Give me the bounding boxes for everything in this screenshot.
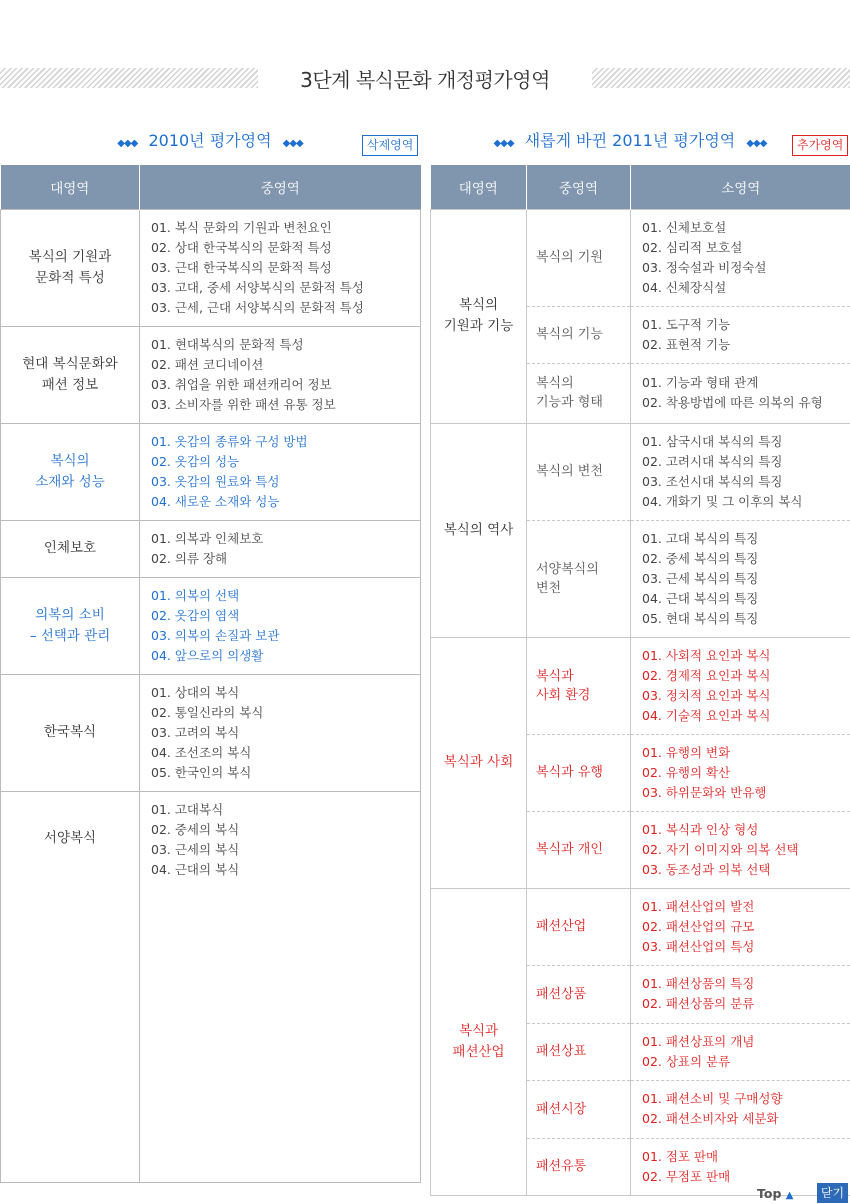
- list-item: 02. 중세의 복식: [151, 821, 240, 837]
- column-header: 소영역: [631, 165, 850, 209]
- list-item: 02. 상표의 분류: [642, 1053, 731, 1069]
- list-item: 01. 고대복식: [151, 801, 224, 817]
- list-item: 02. 패션 코디네이션: [151, 356, 264, 372]
- table-row: [1, 209, 421, 326]
- table-2011: [430, 165, 850, 1196]
- list-item: 02. 자기 이미지와 의복 선택: [642, 841, 799, 857]
- middle-area-cell: 패션시장: [527, 1080, 631, 1138]
- column-header: 대영역: [1, 165, 140, 209]
- list-item: 01. 패션산업의 발전: [642, 898, 755, 914]
- list-item: 04. 앞으로의 의생활: [151, 647, 264, 663]
- list-item: 03. 동조성과 의복 선택: [642, 861, 771, 877]
- diamond-icon: ◆◆◆: [746, 138, 767, 149]
- table-row: [431, 423, 850, 520]
- list-item: 02. 패션소비자와 세분화: [642, 1111, 779, 1126]
- page-title: 3단계 복식문화 개정평가영역: [300, 68, 550, 92]
- list-item: 03. 정치적 요인과 복식: [642, 687, 771, 703]
- list-item: 03. 정숙설과 비정숙설: [642, 259, 767, 275]
- list-item: 05. 한국인의 복식: [151, 764, 252, 780]
- list-item: 02. 유행의 확산: [642, 764, 731, 780]
- list-item: 03. 근세 복식의 특징: [642, 570, 759, 586]
- diamond-icon: ◆◆◆: [282, 138, 303, 149]
- list-item: 01. 의복의 선택: [151, 587, 240, 603]
- sub-area-list: [631, 363, 850, 423]
- list-item: 01. 도구적 기능: [642, 316, 731, 332]
- sub-area-list: [631, 734, 850, 811]
- list-item: 03. 근세의 복식: [151, 841, 240, 857]
- list-item: 02. 무점포 판매: [642, 1168, 731, 1184]
- middle-area-list: [140, 520, 421, 577]
- table-header-row: [431, 165, 850, 209]
- sub-area-list: [631, 637, 850, 734]
- list-item: 03. 근대 한국복식의 문화적 특성: [151, 259, 332, 275]
- table-row: [1, 674, 421, 791]
- table-row: [431, 209, 850, 306]
- middle-area-cell: 복식의 기능과 형태: [527, 363, 631, 423]
- up-arrow-icon: ▲: [785, 1190, 794, 1201]
- list-item: 01. 패션상표의 개념: [642, 1033, 755, 1049]
- list-item: 03. 패션산업의 특성: [642, 938, 755, 954]
- major-area-cell: 복식과 패션산업: [431, 888, 527, 1195]
- list-item: 01. 사회적 요인과 복식: [642, 647, 771, 663]
- list-item: 01. 복식과 인상 형성: [642, 821, 759, 837]
- major-area-cell: 복식과 사회: [431, 637, 527, 888]
- table-2010: [0, 165, 421, 1183]
- sub-area-list: [631, 209, 850, 306]
- list-item: 03. 의복의 손질과 보관: [151, 627, 280, 643]
- added-area-badge: 추가영역: [792, 135, 848, 156]
- list-item: 01. 패션소비 및 구매성향: [642, 1091, 783, 1106]
- sub-area-list: [631, 811, 850, 888]
- major-area-cell: 서양복식: [1, 791, 140, 1182]
- middle-area-cell: 복식의 기능: [527, 306, 631, 363]
- middle-area-list: [140, 209, 421, 326]
- middle-area-list: [140, 577, 421, 674]
- middle-area-cell: 복식과 사회 환경: [527, 637, 631, 734]
- sub-area-list: [631, 306, 850, 363]
- middle-area-cell: 서양복식의 변천: [527, 520, 631, 637]
- major-area-cell: 복식의 기원과 기능: [431, 209, 527, 423]
- middle-area-cell: 복식의 기원: [527, 209, 631, 306]
- list-item: 01. 의복과 인체보호: [151, 530, 264, 546]
- column-header: 중영역: [140, 165, 421, 209]
- list-item: 01. 상대의 복식: [151, 684, 240, 700]
- list-item: 01. 옷감의 종류와 구성 방법: [151, 433, 308, 449]
- middle-area-cell: 패션상표: [527, 1023, 631, 1080]
- top-label: Top: [757, 1186, 782, 1201]
- list-item: 03. 옷감의 원료와 특성: [151, 473, 280, 489]
- deleted-area-badge: 삭제영역: [362, 135, 418, 156]
- list-item: 03. 소비자를 위한 패션 유통 정보: [151, 396, 336, 412]
- list-item: 01. 고대 복식의 특징: [642, 530, 759, 546]
- table-row: [1, 791, 421, 1182]
- list-item: 02. 옷감의 성능: [151, 453, 240, 469]
- list-item: 02. 옷감의 염색: [151, 607, 240, 623]
- table-row: [1, 520, 421, 577]
- list-item: 02. 고려시대 복식의 특징: [642, 453, 783, 469]
- middle-area-cell: 패션상품: [527, 965, 631, 1023]
- major-area-cell: 한국복식: [1, 674, 140, 791]
- list-item: 01. 삼국시대 복식의 특징: [642, 433, 783, 449]
- table-row: [1, 577, 421, 674]
- list-item: 04. 근대 복식의 특징: [642, 590, 759, 606]
- list-item: 03. 하위문화와 반유행: [642, 784, 767, 800]
- sub-area-list: [631, 423, 850, 520]
- major-area-cell: 인체보호: [1, 520, 140, 577]
- sub-area-list: [631, 520, 850, 637]
- table-row: [1, 326, 421, 423]
- table-header-row: [1, 165, 421, 209]
- list-item: 04. 기술적 요인과 복식: [642, 707, 771, 723]
- table-row: [431, 888, 850, 965]
- middle-area-cell: 패션유통: [527, 1138, 631, 1195]
- list-item: 03. 고려의 복식: [151, 724, 240, 740]
- list-item: 01. 점포 판매: [642, 1148, 719, 1164]
- list-item: 02. 패션산업의 규모: [642, 918, 755, 934]
- column-header: 중영역: [527, 165, 631, 209]
- major-area-cell: 의복의 소비 – 선택과 관리: [1, 577, 140, 674]
- list-item: 03. 취업을 위한 패션캐리어 정보: [151, 376, 332, 392]
- list-item: 04. 새로운 소재와 성능: [151, 493, 280, 509]
- diamond-icon: ◆◆◆: [117, 138, 138, 149]
- list-item: 01. 기능과 형태 관계: [642, 375, 759, 390]
- list-item: 01. 패션상품의 특징: [642, 976, 755, 991]
- top-link[interactable]: [757, 1186, 793, 1201]
- list-item: 02. 심리적 보호설: [642, 239, 743, 255]
- list-item: 05. 현대 복식의 특징: [642, 610, 759, 626]
- list-item: 01. 신체보호설: [642, 219, 727, 235]
- middle-area-cell: 복식의 변천: [527, 423, 631, 520]
- list-item: 04. 신체장식설: [642, 279, 727, 295]
- list-item: 03. 근세, 근대 서양복식의 문화적 특성: [151, 299, 364, 315]
- sub-area-list: [631, 965, 850, 1023]
- major-area-cell: 복식의 소재와 성능: [1, 423, 140, 520]
- major-area-cell: 복식의 역사: [431, 423, 527, 637]
- middle-area-cell: 복식과 개인: [527, 811, 631, 888]
- middle-area-list: [140, 423, 421, 520]
- middle-area-cell: 패션산업: [527, 888, 631, 965]
- left-section-heading: [0, 128, 420, 151]
- middle-area-cell: 복식과 유행: [527, 734, 631, 811]
- list-item: 03. 고대, 중세 서양복식의 문화적 특성: [151, 279, 364, 295]
- list-item: 01. 복식 문화의 기원과 변천요인: [151, 219, 332, 235]
- table-row: [431, 637, 850, 734]
- left-heading-text: 2010년 평가영역: [148, 131, 272, 150]
- list-item: 02. 패션상품의 분류: [642, 996, 755, 1011]
- right-section-heading: [430, 128, 830, 151]
- sub-area-list: [631, 888, 850, 965]
- right-heading-text: 새롭게 바뀐 2011년 평가영역: [524, 131, 736, 150]
- sub-area-list: [631, 1080, 850, 1138]
- list-item: 02. 의류 장해: [151, 550, 228, 566]
- column-header: 대영역: [431, 165, 527, 209]
- list-item: 04. 조선조의 복식: [151, 744, 252, 760]
- list-item: 02. 착용방법에 따른 의복의 유형: [642, 395, 823, 410]
- list-item: 01. 유행의 변화: [642, 744, 731, 760]
- list-item: 03. 조선시대 복식의 특징: [642, 473, 783, 489]
- list-item: 01. 현대복식의 문화적 특성: [151, 336, 304, 352]
- list-item: 02. 중세 복식의 특징: [642, 550, 759, 566]
- middle-area-list: [140, 674, 421, 791]
- list-item: 02. 표현적 기능: [642, 336, 731, 352]
- major-area-cell: 현대 복식문화와 패션 정보: [1, 326, 140, 423]
- close-button[interactable]: 닫기: [817, 1183, 848, 1203]
- table-row: [1, 423, 421, 520]
- list-item: 02. 통일신라의 복식: [151, 704, 264, 720]
- diamond-icon: ◆◆◆: [493, 138, 514, 149]
- list-item: 04. 근대의 복식: [151, 861, 240, 877]
- list-item: 02. 상대 한국복식의 문화적 특성: [151, 239, 332, 255]
- list-item: 04. 개화기 및 그 이후의 복식: [642, 493, 803, 509]
- middle-area-list: [140, 791, 421, 1182]
- list-item: 02. 경제적 요인과 복식: [642, 667, 771, 683]
- major-area-cell: 복식의 기원과 문화적 특성: [1, 209, 140, 326]
- middle-area-list: [140, 326, 421, 423]
- sub-area-list: [631, 1023, 850, 1080]
